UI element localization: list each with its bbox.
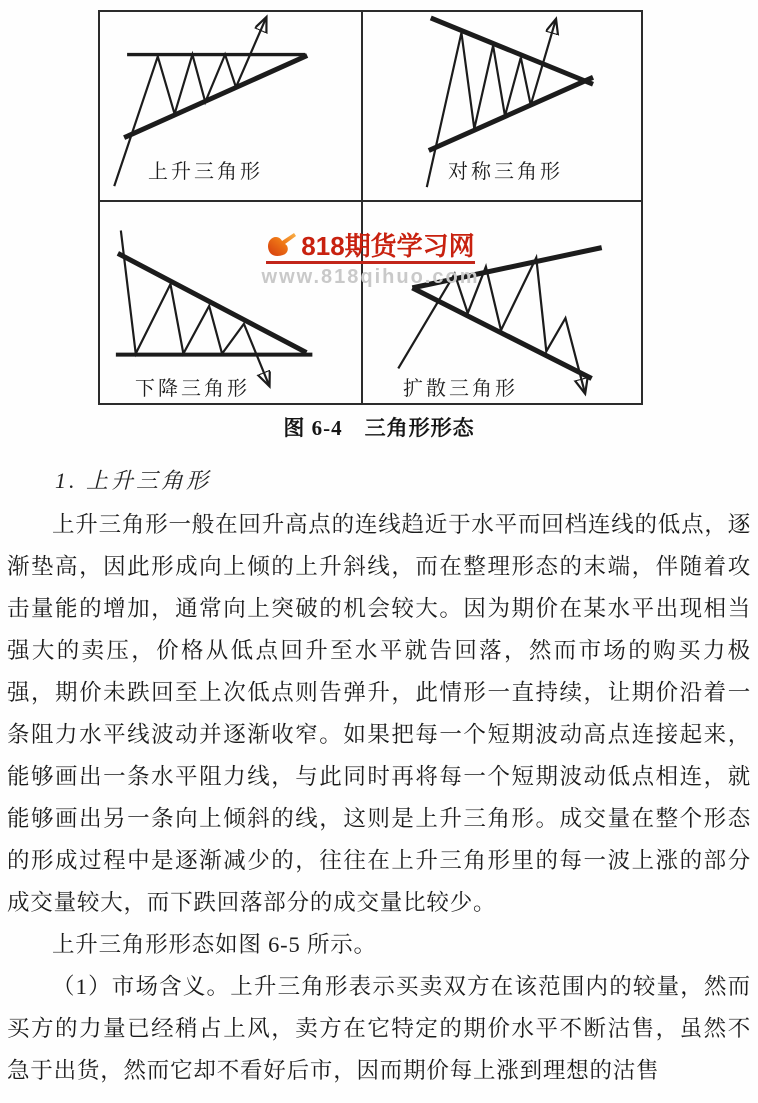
panel-label-broadening: 扩散三角形 bbox=[403, 378, 518, 400]
support-line bbox=[124, 56, 307, 138]
panel-label-ascending: 上升三角形 bbox=[148, 161, 263, 183]
pointing-hand-icon bbox=[266, 232, 298, 259]
upper-converging-line bbox=[431, 18, 593, 84]
panel-symmetrical-triangle bbox=[363, 12, 641, 202]
paragraph-figure-reference: 上升三角形形态如图 6-5 所示。 bbox=[52, 932, 377, 957]
lower-converging-line bbox=[429, 77, 593, 150]
section-heading: 1. 上升三角形 bbox=[55, 468, 212, 493]
figure-triangle-patterns bbox=[98, 10, 643, 405]
paragraph-ascending-description: 上升三角形一般在回升高点的连线趋近于水平而回档连线的低点，逐渐垫高，因此形成向上倾的上升斜线，而在整理形态的末端，伴随着攻击量能的增加，通常向上突破的机会较大。因为期价在某水平出现相当强大的卖压，价格从低点回升至水平就告回落，然而市场的购买力极强，期价未跌回至上次低点则告弹升，此情形一直持续，让期价沿着一条阻力水平线波动并逐渐收窄。如果把每一个短期波动高点连接起来，能够画出一条水平阻力线，与此同时再将每一个短期波动低点相连，就能够画出另一条向上倾斜的线，这则是上升三角形。成交量在整个形态的形成过程中是逐渐减少的，往往在上升三角形里的每一波上涨的部分成交量较大，而下跌回落部分的成交量比较少。 bbox=[7, 512, 752, 915]
paragraph-market-meaning: （1）市场含义。上升三角形表示买卖双方在该范围内的较量，然而买方的力量已经稍占上风，卖方在它特定的期价水平不断沽售，虽然不急于出货，然而它却不看好后市，因而期价每上涨到理想的沽售 bbox=[7, 974, 751, 1083]
page-body-text bbox=[7, 462, 751, 1092]
watermark bbox=[262, 232, 480, 287]
panel-label-symmetrical: 对称三角形 bbox=[448, 161, 563, 183]
panel-ascending-triangle bbox=[100, 12, 363, 202]
watermark-url-text: www.818qihuo.com bbox=[261, 266, 480, 288]
watermark-brand-row bbox=[266, 232, 474, 264]
watermark-brand-text: 818期货学习网 bbox=[301, 230, 475, 261]
price-zigzag-breakout-down bbox=[121, 231, 269, 385]
figure-caption: 图 6-4 三角形形态 bbox=[283, 416, 475, 440]
panel-label-descending: 下降三角形 bbox=[135, 378, 250, 400]
